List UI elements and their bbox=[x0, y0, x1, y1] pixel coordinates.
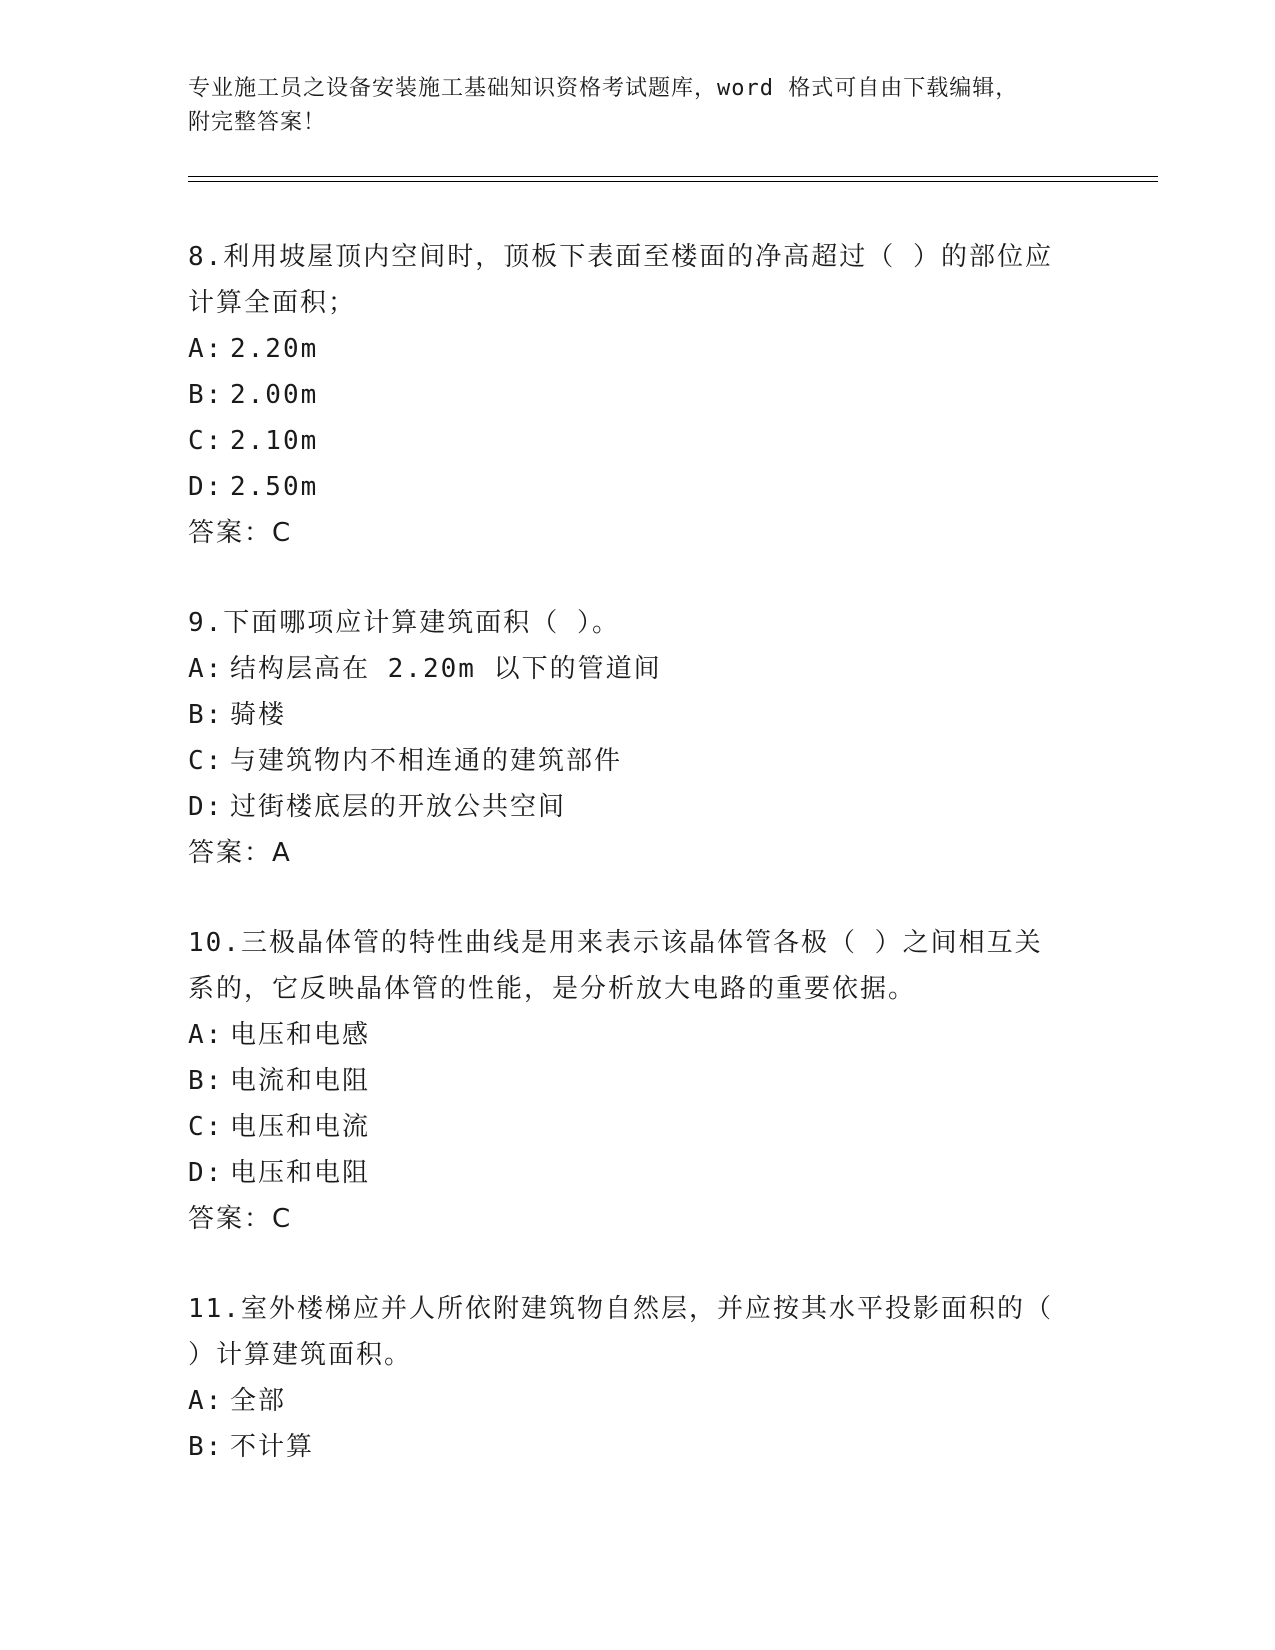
option-text: 电压和电流 bbox=[230, 1112, 371, 1142]
option-b bbox=[188, 1424, 1088, 1470]
option-text: 2.10m bbox=[230, 426, 319, 456]
option-key: A: bbox=[188, 1020, 224, 1050]
question-text-line-2: 系的，它反映晶体管的性能，是分析放大电路的重要依据。 bbox=[188, 974, 917, 1004]
option-a bbox=[188, 326, 1088, 372]
option-text: 电压和电感 bbox=[230, 1020, 371, 1050]
option-text: 与建筑物内不相连通的建筑部件 bbox=[230, 746, 623, 776]
option-key: C: bbox=[188, 1112, 224, 1142]
option-key: C: bbox=[188, 426, 224, 456]
question-11 bbox=[188, 1286, 1088, 1470]
option-text: 结构层高在 2.20m 以下的管道间 bbox=[230, 654, 662, 684]
option-text: 骑楼 bbox=[230, 700, 287, 730]
question-9 bbox=[188, 600, 1088, 876]
option-key: B: bbox=[188, 380, 224, 410]
option-a bbox=[188, 1378, 1088, 1424]
question-text-line-1: 10.三极晶体管的特性曲线是用来表示该晶体管各极（ ）之间相互关 bbox=[188, 928, 1043, 958]
option-key: B: bbox=[188, 1432, 224, 1462]
question-text-line-1: 11.室外楼梯应并人所依附建筑物自然层，并应按其水平投影面积的（ bbox=[188, 1294, 1053, 1324]
document-header bbox=[188, 72, 1088, 140]
option-key: D: bbox=[188, 472, 224, 502]
question-text-line-2: 计算全面积； bbox=[188, 288, 357, 318]
header-line-2: 附完整答案！ bbox=[188, 110, 327, 135]
option-text: 过街楼底层的开放公共空间 bbox=[230, 792, 567, 822]
answer-line: 答案：C bbox=[188, 1204, 293, 1234]
header-divider-bottom bbox=[188, 181, 1158, 182]
question-text-line-2: ）计算建筑面积。 bbox=[188, 1340, 413, 1370]
question-text-line-1: 9.下面哪项应计算建筑面积（ ）。 bbox=[188, 608, 620, 638]
option-text: 电压和电阻 bbox=[230, 1158, 371, 1188]
option-c bbox=[188, 738, 1088, 784]
header-divider-top bbox=[188, 176, 1158, 177]
option-text: 不计算 bbox=[230, 1432, 315, 1462]
option-key: D: bbox=[188, 1158, 224, 1188]
option-d bbox=[188, 464, 1088, 510]
option-text: 2.50m bbox=[230, 472, 319, 502]
header-line-1: 专业施工员之设备安装施工基础知识资格考试题库，word 格式可自由下载编辑， bbox=[188, 76, 1019, 101]
option-text: 2.00m bbox=[230, 380, 319, 410]
answer-line: 答案：A bbox=[188, 838, 292, 868]
option-text: 电流和电阻 bbox=[230, 1066, 371, 1096]
answer-line: 答案：C bbox=[188, 518, 293, 548]
option-text: 2.20m bbox=[230, 334, 319, 364]
option-key: A: bbox=[188, 334, 224, 364]
option-c bbox=[188, 418, 1088, 464]
option-key: B: bbox=[188, 1066, 224, 1096]
option-a bbox=[188, 646, 1088, 692]
option-text: 全部 bbox=[230, 1386, 287, 1416]
option-key: A: bbox=[188, 1386, 224, 1416]
question-text-line-1: 8.利用坡屋顶内空间时，顶板下表面至楼面的净高超过（ ）的部位应 bbox=[188, 242, 1053, 272]
option-key: A: bbox=[188, 654, 224, 684]
option-key: B: bbox=[188, 700, 224, 730]
question-8 bbox=[188, 234, 1088, 556]
option-b bbox=[188, 692, 1088, 738]
option-d bbox=[188, 784, 1088, 830]
option-c bbox=[188, 1104, 1088, 1150]
option-b bbox=[188, 1058, 1088, 1104]
question-10 bbox=[188, 920, 1088, 1242]
option-a bbox=[188, 1012, 1088, 1058]
option-key: C: bbox=[188, 746, 224, 776]
option-b bbox=[188, 372, 1088, 418]
option-d bbox=[188, 1150, 1088, 1196]
option-key: D: bbox=[188, 792, 224, 822]
